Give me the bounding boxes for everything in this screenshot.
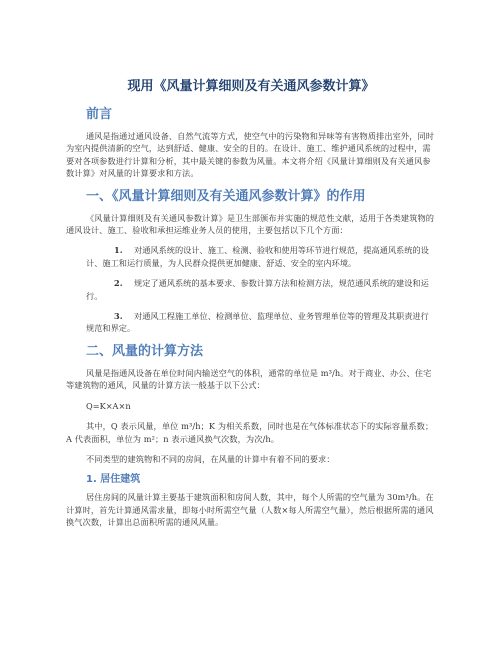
subsection-residential-heading: 1. 居住建筑	[86, 474, 141, 486]
list-item-text-first: 规定了通风系统的基本要求、参数计算方法和检测方法，规范通风系	[134, 278, 380, 289]
preface-heading: 前言	[86, 107, 113, 122]
list-item	[66, 277, 436, 302]
section2-heading: 二、风量的计算方法	[86, 343, 204, 359]
section2-intro: 风量是指通风设备在单位时间内输送空气的体积，通常的单位是 m³/h。对于商业、办公、住宅等建筑物的通风，风量的计算方法一般基于以下公式：	[66, 367, 432, 391]
list-item-number: 2.	[114, 278, 123, 289]
list-item-number: 1.	[114, 245, 123, 256]
subsection-residential-paragraph: 居住房间的风量计算主要基于建筑面积和房间人数，其中，每个人所需的空气量为 30m³/h。在计算时，首先计算通风需求量，即每小时所需空气量（人数×每人所需空气量），然后根据所需的通风换气次数，计算出总面积所需的通风风量。	[66, 492, 434, 528]
section1-heading: 一、《风量计算细则及有关通风参数计算》的作用	[86, 188, 366, 204]
list-item	[66, 244, 436, 269]
list-item-text-first: 对通风工程施工单位、检测单位、监理单位、业务管理单位等的管理	[134, 311, 380, 322]
list-item-text-rest: 及其职责进行规范和界定。	[86, 311, 429, 334]
list-item-number: 3.	[114, 311, 123, 322]
list-item-text-rest: 统的建设和运行。	[86, 278, 429, 301]
list-item	[66, 310, 436, 335]
list-item-text-first: 对通风系统的设计、施工、检测、验收和使用等环节进行规范，提高	[134, 245, 380, 256]
preface-paragraph: 通风是指通过通风设备、自然气流等方式，使空气中的污染物和异味等有害物质排出室外，同时为室内提供清新的空气，达到舒适、健康、安全的目的。在设计、施工、维护通风系统的过程中，需要对各项参数进行计算和分析，其中最关键的参数为风量。本文将介绍《风量计算细则及有关通风参数计算》对风量的计算要求和方法。	[66, 131, 435, 179]
formula-explanation: 其中，Q 表示风量，单位 m³/h；K 为相关系数，同时也是在气体标准状态下的实际容量系数；A 代表面积，单位为 m²；n 表示通风换气次数，为次/h。	[66, 421, 434, 444]
formula: Q=K×A×n	[86, 400, 131, 411]
document-title: 现用《风量计算细则及有关通风参数计算》	[127, 79, 375, 94]
section1-intro: 《风量计算细则及有关通风参数计算》是卫生部颁布并实施的规范性文献，适用于各类建筑物的通风设计、施工、验收和承担运维业务人员的使用，主要包括以下几个方面：	[66, 212, 435, 236]
requirements-note: 不同类型的建筑物和不同的房间，在风量的计算中有着不同的要求：	[86, 453, 335, 464]
list-item-text-rest: 通风系统的设计、施工和运行质量，为人民群众提供更加健康、舒适、安全的室内环境。	[86, 245, 429, 268]
